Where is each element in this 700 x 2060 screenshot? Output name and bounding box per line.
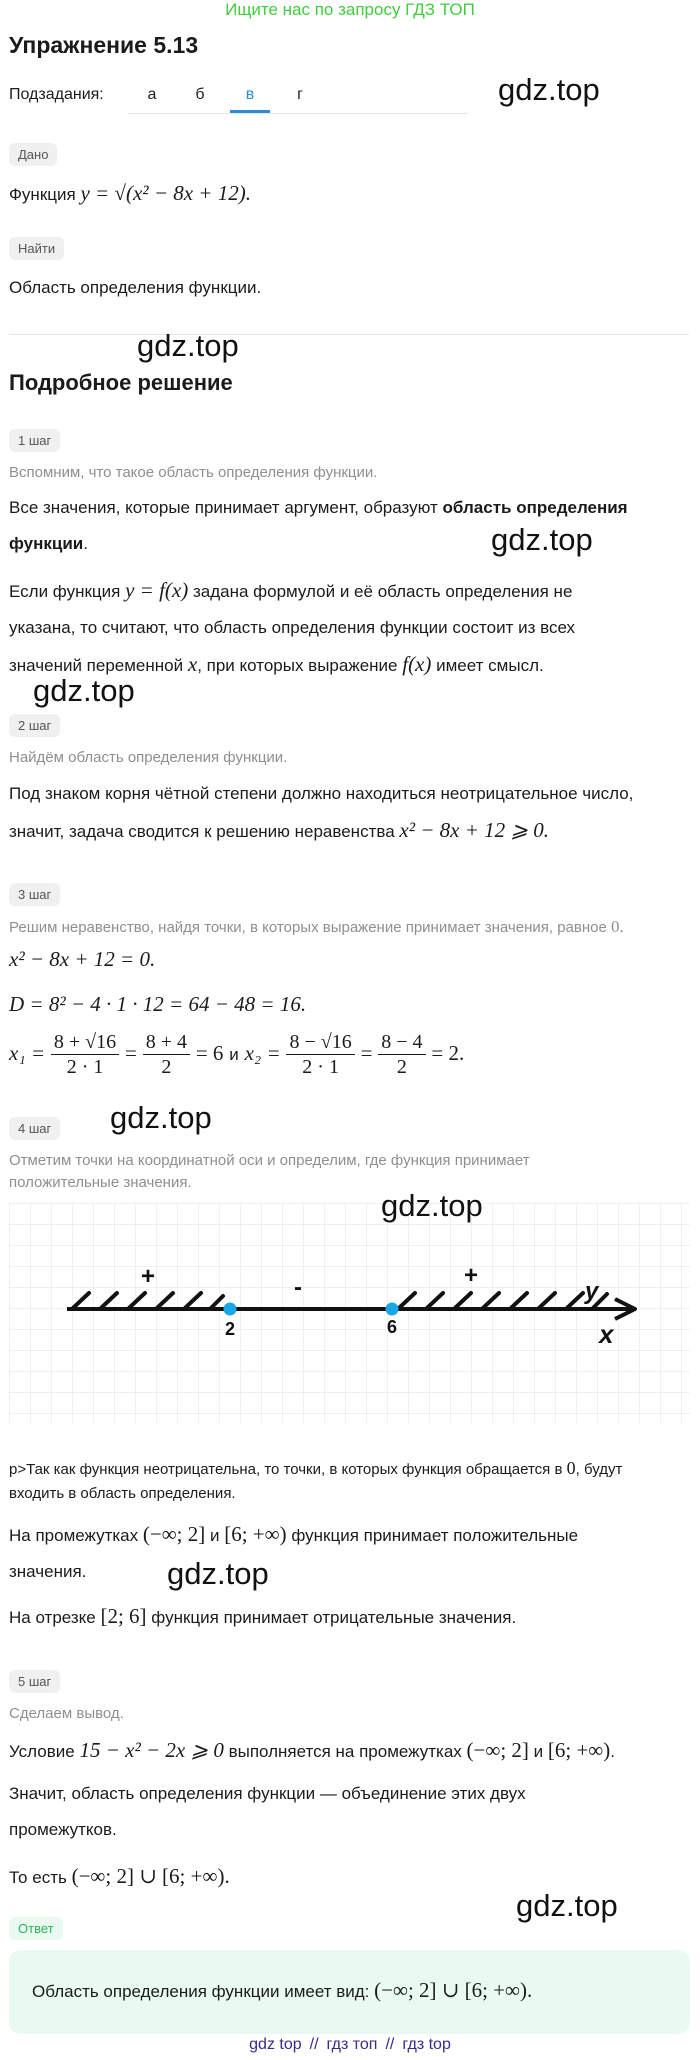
section-divider bbox=[9, 334, 689, 335]
axis-label-y: y bbox=[585, 1278, 599, 1305]
step2-text bbox=[9, 776, 689, 850]
step3-hint bbox=[9, 916, 689, 939]
step3-eq1: x² − 8x + 12 = 0. bbox=[9, 947, 156, 971]
root2-value: = 2. bbox=[431, 1041, 465, 1066]
and-word: и bbox=[533, 1742, 544, 1761]
subtask-tab-a[interactable]: а bbox=[147, 86, 157, 103]
and-word: и bbox=[229, 1045, 239, 1065]
fraction bbox=[143, 1030, 190, 1079]
fraction-num: 8 − √16 bbox=[286, 1030, 354, 1055]
step4-p2 bbox=[9, 1516, 689, 1590]
step4-hint2: положительные значения. bbox=[9, 1174, 192, 1191]
step5-l2-text: Значит, область определения функции — объединение этих двух bbox=[9, 1784, 526, 1803]
footer-separator: // bbox=[309, 2036, 319, 2053]
step1-p1-bold: область определения bbox=[442, 498, 628, 517]
step5-formula: 15 − x² − 2x ⩾ 0 bbox=[79, 1738, 224, 1762]
step4-p1-a: p>Так как функция неотрицательна, то точки, в которых функция обращается в bbox=[9, 1461, 563, 1478]
plus-sign-right: + bbox=[464, 1262, 479, 1289]
watermark: gdz.top bbox=[491, 522, 593, 557]
footer-link-gdz-top[interactable]: gdz top bbox=[249, 2036, 302, 2053]
step3-hint-text: Решим неравенство, найдя точки, в которых выражение принимает значения, равное bbox=[9, 919, 607, 936]
axis-label-x: x bbox=[599, 1319, 614, 1349]
step5-l1-a: Условие bbox=[9, 1742, 75, 1761]
step4-hint bbox=[9, 1150, 689, 1194]
given-prefix: Функция bbox=[9, 185, 76, 204]
step1-p2-f: имеет смысл. bbox=[436, 656, 544, 675]
top-banner[interactable]: Ищите нас по запросу ГДЗ ТОП bbox=[225, 0, 475, 19]
step1-p2-c: указана, то считают, что область определения функции состоит из всех bbox=[9, 618, 576, 637]
fraction-den: 2 bbox=[396, 1056, 407, 1078]
answer-chip: Ответ bbox=[9, 1917, 63, 1940]
fraction bbox=[51, 1030, 119, 1079]
step4-p3 bbox=[9, 1598, 689, 1636]
step5-l4-a: То есть bbox=[9, 1868, 67, 1887]
step5-l3-text: промежутков. bbox=[9, 1820, 117, 1839]
solution-title: Подробное решение bbox=[9, 370, 233, 395]
step1-p2-x: x bbox=[187, 652, 198, 676]
interval-2: [6; +∞) bbox=[547, 1738, 611, 1762]
footer-separator: // bbox=[385, 2036, 395, 2053]
step1-p2-fx: f(x) bbox=[402, 652, 432, 676]
step1-chip: 1 шаг bbox=[9, 429, 60, 452]
fraction-den: 2 bbox=[161, 1056, 172, 1078]
fraction-den: 2 · 1 bbox=[302, 1056, 339, 1078]
step2-chip: 2 шаг bbox=[9, 714, 60, 737]
x2-label: x₂ = bbox=[244, 1041, 281, 1066]
point-2 bbox=[224, 1303, 237, 1316]
footer-link-gdz-top-mixed[interactable]: гдз top bbox=[402, 2036, 451, 2053]
page-title: Упражнение 5.13 bbox=[9, 32, 199, 58]
given-chip: Дано bbox=[9, 143, 57, 166]
answer-text-label: Область определения функции имеет вид: bbox=[32, 1982, 370, 2001]
point-label-6: 6 bbox=[387, 1317, 398, 1337]
tabs-divider bbox=[128, 113, 468, 114]
step1-p2-e: , при которых выражение bbox=[197, 656, 398, 675]
interval-1: (−∞; 2] bbox=[142, 1522, 206, 1546]
subtasks-label: Подзадания: bbox=[9, 86, 104, 103]
answer-text bbox=[32, 1978, 532, 2003]
step4-p1-zero: 0 bbox=[566, 1458, 576, 1478]
step1-p1-bold2: функции bbox=[9, 534, 84, 553]
step2-inequality: x² − 8x + 12 ⩾ 0. bbox=[399, 818, 550, 842]
step5-l1-end: . bbox=[610, 1742, 615, 1761]
step4-p2-a: На промежутках bbox=[9, 1526, 139, 1545]
step5-hint: Сделаем вывод. bbox=[9, 1705, 124, 1722]
segment-2-6: [2; 6] bbox=[100, 1604, 147, 1628]
step4-hint1: Отметим точки на координатной оси и определим, где функция принимает bbox=[9, 1152, 530, 1169]
root1-value: = 6 bbox=[195, 1041, 224, 1066]
watermark: gdz.top bbox=[137, 328, 239, 363]
step5-l4-formula: (−∞; 2] ∪ [6; +∞). bbox=[71, 1864, 230, 1888]
step4-p2-c: значения. bbox=[9, 1562, 87, 1581]
step5-chip: 5 шаг bbox=[9, 1670, 60, 1693]
interval-1: (−∞; 2] bbox=[466, 1738, 529, 1762]
step1-p2 bbox=[9, 572, 689, 684]
fraction bbox=[286, 1030, 354, 1079]
given-formula: y = √(x² − 8x + 12). bbox=[80, 181, 251, 205]
grid-background bbox=[9, 1203, 690, 1423]
step3-eq2: D = 8² − 4 · 1 · 12 = 64 − 48 = 16. bbox=[9, 992, 307, 1016]
footer-link-gdz-top-ru[interactable]: гдз топ bbox=[326, 2036, 378, 2053]
watermark: gdz.top bbox=[498, 72, 600, 107]
step4-chip: 4 шаг bbox=[9, 1117, 60, 1140]
interval-2: [6; +∞) bbox=[224, 1522, 287, 1546]
and-word: и bbox=[210, 1526, 220, 1545]
step1-p2-d: значений переменной bbox=[9, 656, 184, 675]
point-label-2: 2 bbox=[225, 1319, 236, 1339]
find-text: Область определения функции. bbox=[9, 278, 262, 297]
step5-l1-b: выполняется на промежутках bbox=[228, 1742, 462, 1761]
fraction-num: 8 − 4 bbox=[378, 1030, 425, 1055]
answer-formula: (−∞; 2] ∪ [6; +∞). bbox=[374, 1978, 533, 2002]
x1-label: x₁ = bbox=[9, 1041, 46, 1066]
step4-p3-b: функция принимает отрицательные значения. bbox=[151, 1608, 517, 1627]
step4-p1-c: входить в область определения. bbox=[9, 1485, 236, 1502]
minus-sign: - bbox=[294, 1274, 302, 1301]
step4-p1 bbox=[9, 1456, 689, 1506]
step1-p1-text: Все значения, которые принимает аргумент, образуют bbox=[9, 498, 443, 517]
step4-p1-b: , будут bbox=[575, 1461, 623, 1478]
find-chip: Найти bbox=[9, 237, 64, 260]
given-text bbox=[9, 175, 689, 213]
step2-hint: Найдём область определения функции. bbox=[9, 749, 288, 766]
fraction-den: 2 · 1 bbox=[66, 1056, 104, 1078]
watermark: gdz.top bbox=[516, 1888, 618, 1923]
step5-l2 bbox=[9, 1776, 689, 1848]
step1-hint: Вспомним, что такое область определения функции. bbox=[9, 464, 378, 481]
number-line-diagram bbox=[9, 1203, 690, 1423]
step4-p3-a: На отрезке bbox=[9, 1608, 96, 1627]
watermark: gdz.top bbox=[167, 1556, 269, 1591]
subtask-tab-b[interactable]: б bbox=[195, 86, 205, 103]
fraction bbox=[378, 1030, 425, 1079]
step1-p1-end: . bbox=[83, 534, 88, 553]
point-6 bbox=[386, 1303, 399, 1316]
step2-line1: Под знаком корня чётной степени должно находиться неотрицательное число, bbox=[9, 784, 634, 803]
step1-p2-b: задана формулой и её область определения не bbox=[192, 582, 573, 601]
subtask-tab-v[interactable]: в bbox=[230, 78, 270, 113]
plus-sign-left: + bbox=[141, 1263, 156, 1290]
watermark: gdz.top bbox=[33, 673, 135, 708]
step2-line2: значит, задача сводится к решению неравенства bbox=[9, 822, 395, 841]
step3-hint-zero: 0. bbox=[611, 917, 624, 936]
step3-chip: 3 шаг bbox=[9, 883, 60, 906]
subtask-tab-g[interactable]: г bbox=[297, 86, 303, 103]
fraction-num: 8 + √16 bbox=[51, 1030, 119, 1055]
step4-p2-b: функция принимает положительные bbox=[291, 1526, 579, 1545]
watermark: gdz.top bbox=[110, 1100, 212, 1135]
step3-roots: x₁ = $\frac{8 + √16}{2 \cdot 1}$ = $\frac{8 + 4}{2}$ = 6 и x₂ = $\frac{8 - √16}{2 \cdot 1}$ = $\frac{8 - 4}{2}$ = 2. bbox=[9, 1031, 465, 1078]
step1-p2-formula: y = f(x) bbox=[125, 578, 189, 602]
step5-l1 bbox=[9, 1732, 689, 1770]
footer-links bbox=[0, 2036, 700, 2054]
step1-p2-a: Если функция bbox=[9, 582, 121, 601]
watermark: gdz.top bbox=[381, 1188, 483, 1223]
fraction-num: 8 + 4 bbox=[143, 1030, 190, 1055]
